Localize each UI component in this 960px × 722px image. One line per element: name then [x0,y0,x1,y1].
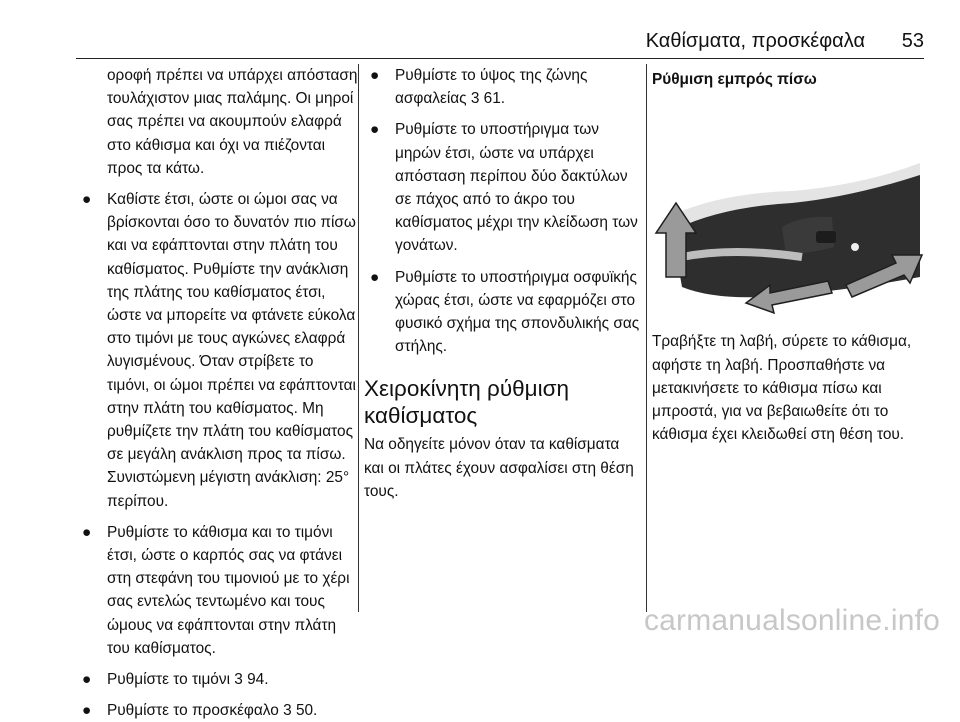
bullet-icon: ● [82,702,92,720]
watermark-text: carmanualsonline.info [643,604,940,637]
list-item-text: Καθίστε έτσι, ώστε οι ώμοι σας να βρίσκονται όσο το δυνατόν πιο πίσω και να εφάπτονται στην πλάτη του καθίσματος. Ρυθμίστε την ανάκλιση της πλάτης του καθίσματος έτσι, ώστε να μπορείτε να φτάνετε εύκολα στο τιμόνι με τους αγκώνες ελαφρά λυγισμένους. Όταν στρίβετε το τιμόνι, οι ώμοι πρέπει να εφάπτονται στην πλάτη του καθίσματος. Μη ρυθμίζετε την πλάτη του καθίσματος σε μεγάλη ανάκλιση προς τα πίσω. Συνιστώμενη μέγιστη ανάκλιση: 25° περίπου. [107,191,356,510]
section-heading: Χειροκίνητη ρύθμιση καθίσματος [364,376,569,429]
list-item [364,64,640,110]
column-divider-2 [646,64,647,612]
list-item [76,699,358,722]
list-item-text: Ρυθμίστε το υποστήριγμα οσφυϊκής χώρας έτσι, ώστε να εφαρμόζει στο φυσικό σχήμα της σπονδυλικής σας στήλης. [395,268,640,356]
column-1 [76,64,358,722]
figure-caption: Τραβήξτε τη λαβή, σύρετε το κάθισμα, αφήστε τη λαβή. Προσπαθήστε να μετακινήσετε το κάθισμα πίσω και μπροστά, για να βεβαιωθείτε ότι το κάθισμα έχει κλειδωθεί στη θέση του. [652,333,912,444]
list-item-text: Ρυθμίστε το ύψος της ζώνης ασφαλείας 3 61. [395,67,588,108]
bullet-icon: ● [370,121,380,139]
list-item [76,521,358,660]
list-item [364,118,640,257]
list-item-text: Ρυθμίστε το τιμόνι 3 94. [107,671,269,689]
section-body: Να οδηγείτε μόνον όταν τα καθίσματα και οι πλάτες έχουν ασφαλίσει στη θέση τους. [364,436,634,500]
column-2 [364,64,640,503]
list-item [364,266,640,359]
page-title: Καθίσματα, προσκέφαλα [645,30,865,52]
intro-paragraph: οροφή πρέπει να υπάρχει απόσταση τουλάχιστον μιας παλάμης. Οι μηροί σας πρέπει να ακουμπούν ελαφρά στο κάθισμα και όχι να πιέζονται προς τα κάτω. [107,67,358,177]
page-header [0,0,960,60]
list-item-text: Ρυθμίστε το κάθισμα και το τιμόνι έτσι, ώστε ο καρπός σας να φτάνει στη στεφάνη του τιμονιού με το χέρι σας εντελώς τεντωμένο και τους ώμους να εφάπτονται στην πλάτη του καθίσματος. [107,523,350,657]
subsection-heading: Ρύθμιση εμπρός πίσω [652,71,817,88]
seat-adjustment-illustration [652,97,924,315]
column-divider-1 [358,64,359,612]
list-item-text: Ρυθμίστε το προσκέφαλο 3 50. [107,702,318,720]
bullet-icon: ● [82,671,92,689]
bullet-icon: ● [370,67,380,84]
page-number: 53 [901,30,924,52]
header-rule [76,58,924,59]
column-3 [652,64,932,446]
bullet-icon: ● [82,523,92,541]
bullet-icon: ● [82,191,92,209]
bullet-icon: ● [370,268,380,286]
list-item [76,668,358,691]
list-item-text: Ρυθμίστε το υποστήριγμα των μηρών έτσι, ώστε να υπάρχει απόσταση περίπου δύο δακτύλων σε πάχος από το άκρο του καθίσματος μέχρι την κλείδωση των γονάτων. [395,121,638,255]
list-item [76,188,358,513]
